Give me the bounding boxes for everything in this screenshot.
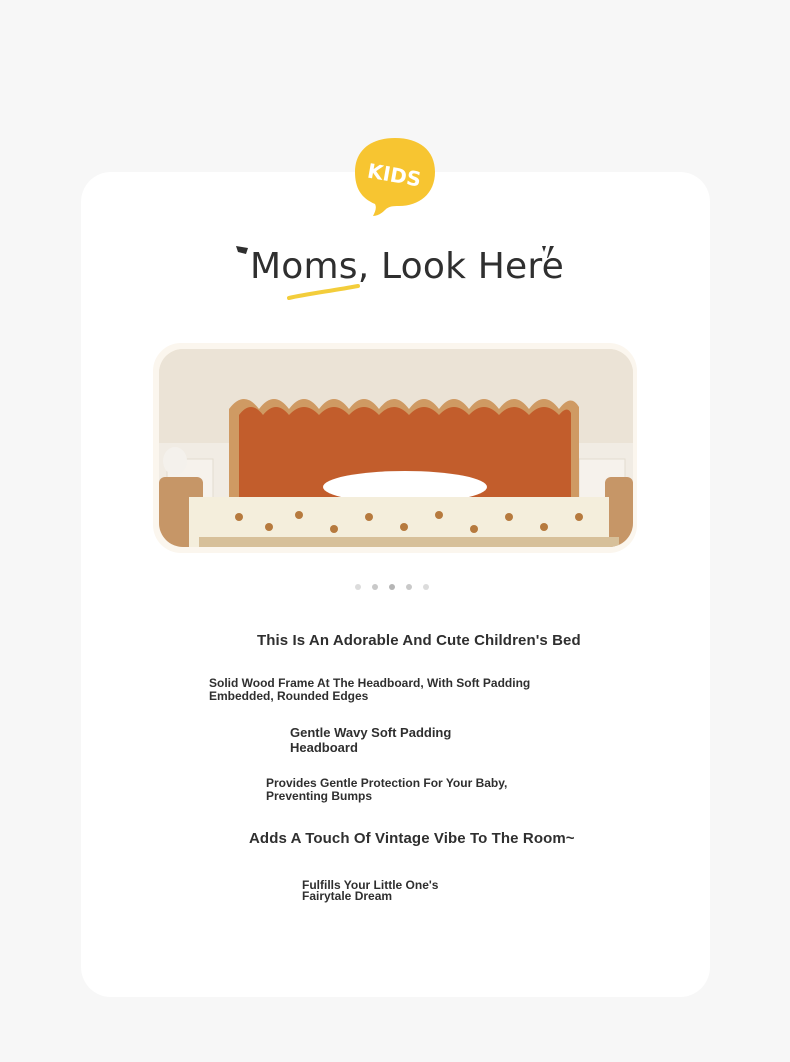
carousel-dot[interactable] [423,584,429,590]
feature-line-5: Adds A Touch Of Vintage Vibe To The Room~ [249,830,575,847]
carousel-dot[interactable] [406,584,412,590]
feature-line-4: Provides Gentle Protection For Your Baby, Preventing Bumps [266,776,508,803]
speech-bubble-icon [349,132,441,224]
quote-mark-right-icon [538,244,556,262]
feature-line-3: Gentle Wavy Soft Padding Headboard [290,725,452,755]
badge-label: KIDS [365,158,423,192]
kids-badge [349,132,441,224]
yellow-underline-icon [286,282,362,302]
carousel-indicators [355,584,429,590]
feature-line-2: Solid Wood Frame At The Headboard, With Soft Padding Embedded, Rounded Edges [209,676,531,703]
carousel-dot-active[interactable] [389,584,395,590]
section-heading [232,238,564,306]
feature-line-6: Fulfills Your Little One's Fairytale Dream [302,878,439,903]
product-image[interactable] [159,349,633,547]
carousel-dot[interactable] [372,584,378,590]
carousel-dot[interactable] [355,584,361,590]
feature-line-1: This Is An Adorable And Cute Children's Bed [257,632,581,649]
page-title: Moms, Look Here [250,246,564,287]
bed-photo-icon [159,349,633,547]
product-image-frame [153,343,637,553]
